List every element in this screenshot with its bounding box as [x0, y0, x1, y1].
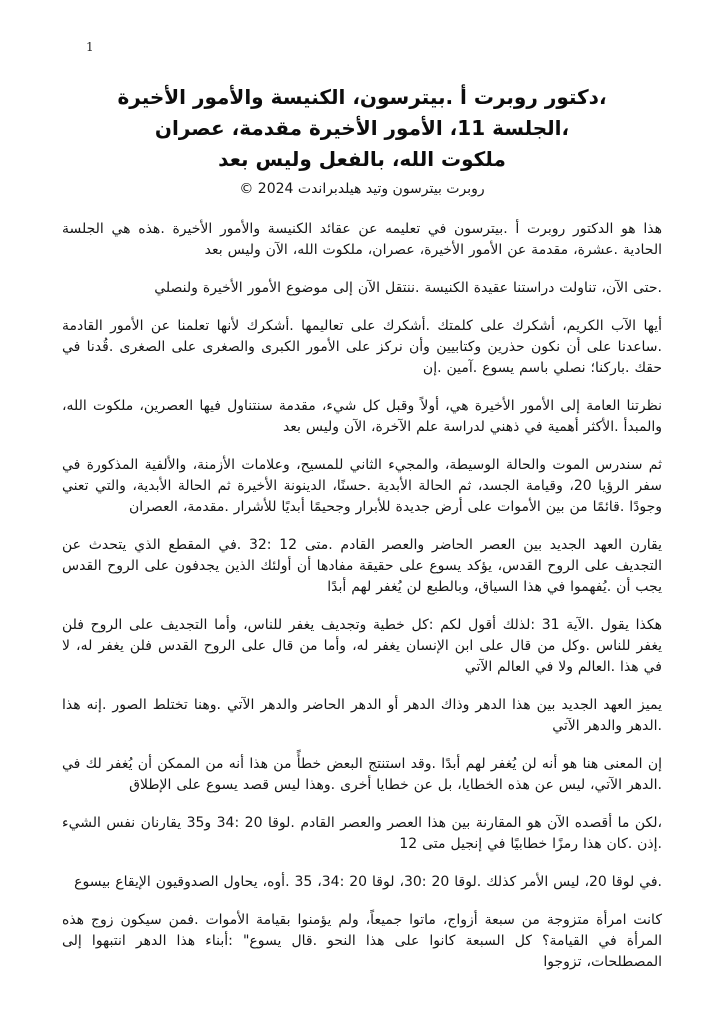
- page-number: 1: [86, 40, 94, 54]
- document-title-line-2: ،الجلسة 11، الأمور الأخيرة مقدمة، عصران: [154, 116, 570, 140]
- document-title-line-1: ،دكتور روبرت أ .بيترسون، الكنيسة والأمور الأخيرة: [117, 85, 607, 109]
- document-title-line-3: ملكوت الله، بالفعل وليس بعد: [218, 147, 506, 171]
- paragraph-verse-31: هكذا يقول .الآية 31 :لذلك أقول لكم :كل خطية وتجديف يغفر للناس، وأما التجديف على الروح فلن يغفر للناس .وكل من قال على ابن الإنسان يغفر له، وأما من قال على الروح القدس فلن يغفر له، لا في هذا .العالم ولا في العالم الآتي: [62, 617, 663, 675]
- body-text: [62, 219, 662, 973]
- paragraph-luke-20: .في لوقا 20، ليس الأمر كذلك .لوقا 20 :30، لوقا 20 :34، 35 .أوه، يحاول الصدوقيون الإيقاع بيسوع: [74, 874, 662, 890]
- paragraph-transition: .حتى الآن، تناولت دراستنا عقيدة الكنيسة .ننتقل الآن إلى موضوع الأمور الأخيرة ولنصلي: [154, 280, 662, 296]
- copyright-line: روبرت بيترسون وتيد هيلدبراندت 2024 ©: [239, 181, 485, 197]
- title-block: [62, 82, 662, 175]
- paragraph-two-ages: يقارن العهد الجديد بين العصر الحاضر والعصر القادم .متى 12 :32 .في المقطع الذي يتحدث عن التجديف على الروح القدس، يؤكد يسوع على حقيقة مفادها أن أولئك الذين يجدفون على الروح القدس يجب أن .يُفهموا في هذا السياق، وبالطبع لن يُغفر لهم أبدًا: [62, 537, 662, 595]
- paragraph-meaning: إن المعنى هنا هو أنه لن يُغفر لهم أبدًا .وقد استنتج البعض خطأً من هذا أنه من الممكن أن يُغفر لك في .الدهر الآتي، ليس عن هذه الخطايا، بل عن خطايا أخرى .وهذا ليس قصد يسوع على الإطلاق: [62, 756, 662, 793]
- paragraph-overview: نظرتنا العامة إلى الأمور الأخيرة هي، أولاً وقبل كل شيء، مقدمة سنتناول فيها العصرين، ملكوت الله، والمبدأ .الأكثر أهمية في ذهني لدراسة علم الآخرة، الآن وليس بعد: [62, 398, 662, 435]
- paragraph-this-age: يميز العهد الجديد بين هذا الدهر وذاك الدهر أو الدهر الحاضر والدهر الآتي .وهنا تختلط الصور .إنه هذا .الدهر والدهر الآتي: [62, 697, 662, 734]
- paragraph-prayer: أيها الآب الكريم، أشكرك على كلمتك .أشكرك على تعاليمها .أشكرك لأنها تعلمنا عن الأمور القادمة .ساعدنا على أن نكون حذرين وكتابيين وأن نركز على الأمور الكبرى والصغرى على الصغرى .قُدنا في حقك .باركنا؛ نصلي باسم يسوع .آمين .إن: [62, 318, 662, 376]
- page-content: [62, 82, 662, 990]
- paragraph-topics: ثم سندرس الموت والحالة الوسيطة، والمجيء الثاني للمسيح، وعلامات الأزمنة، والألفية المذكورة في سفر الرؤيا 20، وقيامة الجسد، ثم الحالة الأبدية .حسنًا، الدينونة الأخيرة ثم الحالة الأبدية، والتي تعني وجودًا .قائمًا من بين الأموات على أرض جديدة للأبرار وجحيمًا أبديًا للأشرار .مقدمة، العصران: [62, 457, 662, 515]
- paragraph-seven-husbands: كانت امرأة متزوجة من سبعة أزواج، ماتوا جميعاً، ولم يؤمنوا بقيامة الأموات .فمن سيكون زوج هذه المرأة في القيامة؟ كل السبعة كانوا على هذا النحو .قال يسوع" :أبناء هذا الدهر انتبهوا إلى المصطلحات، تزوجوا: [62, 912, 662, 970]
- paragraph-intro: هذا هو الدكتور روبرت أ .بيترسون في تعليمه عن عقائد الكنيسة والأمور الأخيرة .هذه هي الجلسة الحادية .عشرة، مقدمة عن الأمور الأخيرة، عصران، ملكوت الله، الآن وليس بعد: [62, 221, 662, 258]
- paragraph-comparison: ،لكن ما أقصده الآن هو المقارنة بين هذا العصر والعصر القادم .لوقا 20 :34 و35 يقارنان نفس الشيء .إذن .كان هذا رمزًا خطابيًا في إنجيل متى 12: [62, 815, 662, 852]
